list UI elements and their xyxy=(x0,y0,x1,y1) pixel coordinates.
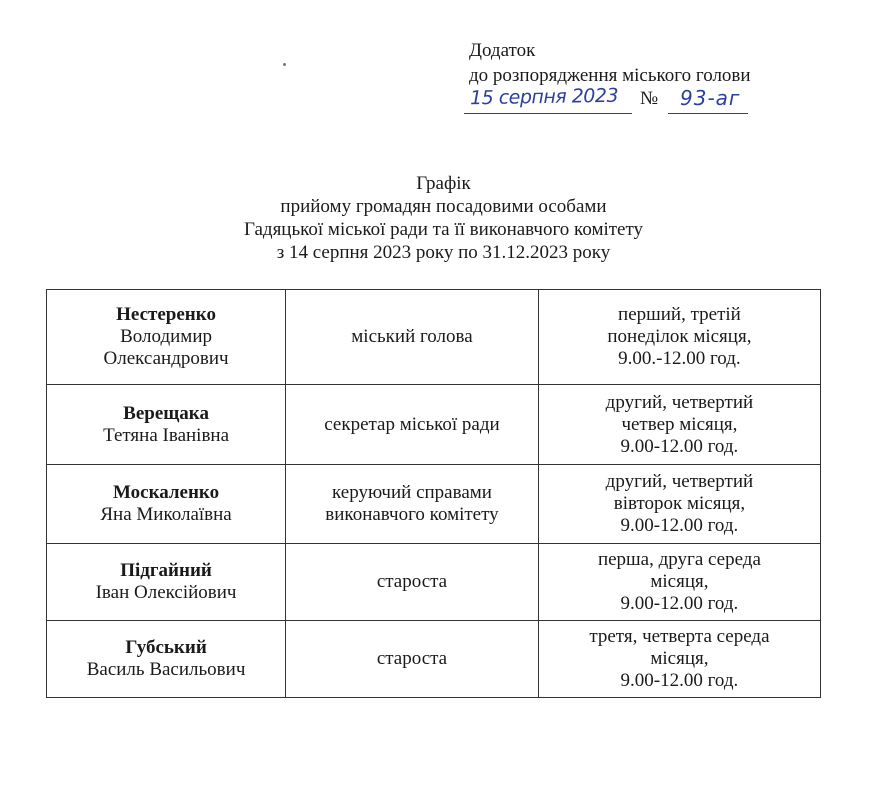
official-given-name: Іван Олексійович xyxy=(95,582,237,603)
schedule-cell xyxy=(538,385,820,465)
reception-schedule-table xyxy=(46,289,821,698)
position-text: міський голова xyxy=(351,326,473,347)
schedule-hours: 9.00-12.00 год. xyxy=(620,593,739,614)
schedule-weekday: понеділок місяця, xyxy=(607,326,752,347)
order-date-number-line xyxy=(464,86,764,120)
official-patronymic: Олександрович xyxy=(103,348,229,369)
handwritten-number: 93-аг xyxy=(680,86,741,110)
number-underline xyxy=(668,113,748,114)
official-name-cell xyxy=(47,465,286,544)
order-reference: до розпорядження міського голови xyxy=(469,65,751,86)
title-line-1: Графік xyxy=(416,173,471,194)
scan-speck xyxy=(283,63,286,66)
table-row xyxy=(47,385,821,465)
position-cell xyxy=(286,385,539,465)
title-line-3: Гадяцької міської ради та її виконавчого комітету xyxy=(243,219,644,240)
handwritten-date: 15 серпня 2023 xyxy=(469,84,619,110)
official-surname: Верещака xyxy=(123,402,209,424)
table-row xyxy=(47,621,821,698)
schedule-days: другий, четвертий xyxy=(605,391,754,413)
schedule-hours: 9.00-12.00 год. xyxy=(620,670,739,691)
schedule-hours: 9.00-12.00 год. xyxy=(620,435,739,457)
position-text: староста xyxy=(376,648,448,669)
schedule-days: перший, третій xyxy=(618,304,741,325)
official-given-name: Тетяна Іванівна xyxy=(103,424,230,446)
table-row xyxy=(47,290,821,385)
official-given-name: Володимир xyxy=(120,326,212,347)
date-underline xyxy=(464,113,632,114)
addendum-label: Додаток xyxy=(469,40,536,61)
schedule-weekday: четвер місяця, xyxy=(621,413,738,435)
schedule-hours: 9.00.-12.00 год. xyxy=(618,348,741,369)
schedule-days: перша, друга середа xyxy=(597,549,761,570)
position-cell xyxy=(286,621,539,698)
schedule-cell xyxy=(538,544,820,621)
position-text-2: виконавчого комітету xyxy=(325,504,499,525)
title-line-4: з 14 серпня 2023 року по 31.12.2023 року xyxy=(276,242,611,263)
official-surname: Нестеренко xyxy=(116,304,216,325)
position-text: секретар міської ради xyxy=(324,413,500,435)
schedule-weekday: місяця, xyxy=(650,648,709,669)
official-name-cell xyxy=(47,621,286,698)
position-cell xyxy=(286,290,539,385)
position-text: керуючий справами xyxy=(332,482,492,503)
schedule-hours: 9.00-12.00 год. xyxy=(620,515,739,536)
schedule-days: другий, четвертий xyxy=(605,471,754,492)
schedule-days: третя, четверта середа xyxy=(589,626,770,647)
official-name-cell xyxy=(47,385,286,465)
schedule-weekday: вівторок місяця, xyxy=(613,493,746,514)
position-cell xyxy=(286,465,539,544)
table-row xyxy=(47,465,821,544)
official-surname: Губський xyxy=(125,637,207,658)
position-cell xyxy=(286,544,539,621)
schedule-weekday: місяця, xyxy=(650,571,709,592)
official-surname: Підгайний xyxy=(120,560,212,581)
official-name-cell xyxy=(47,290,286,385)
schedule-cell xyxy=(538,465,820,544)
document-title xyxy=(0,172,887,264)
schedule-cell xyxy=(538,621,820,698)
position-text: староста xyxy=(376,571,448,592)
addendum-header xyxy=(469,38,751,88)
official-name-cell xyxy=(47,544,286,621)
official-given-name: Василь Васильович xyxy=(86,659,246,680)
title-line-2: прийому громадян посадовими особами xyxy=(280,196,607,217)
official-given-name: Яна Миколаївна xyxy=(100,504,232,525)
table-row xyxy=(47,544,821,621)
schedule-cell xyxy=(538,290,820,385)
number-label: № xyxy=(640,88,659,109)
official-surname: Москаленко xyxy=(112,482,220,503)
